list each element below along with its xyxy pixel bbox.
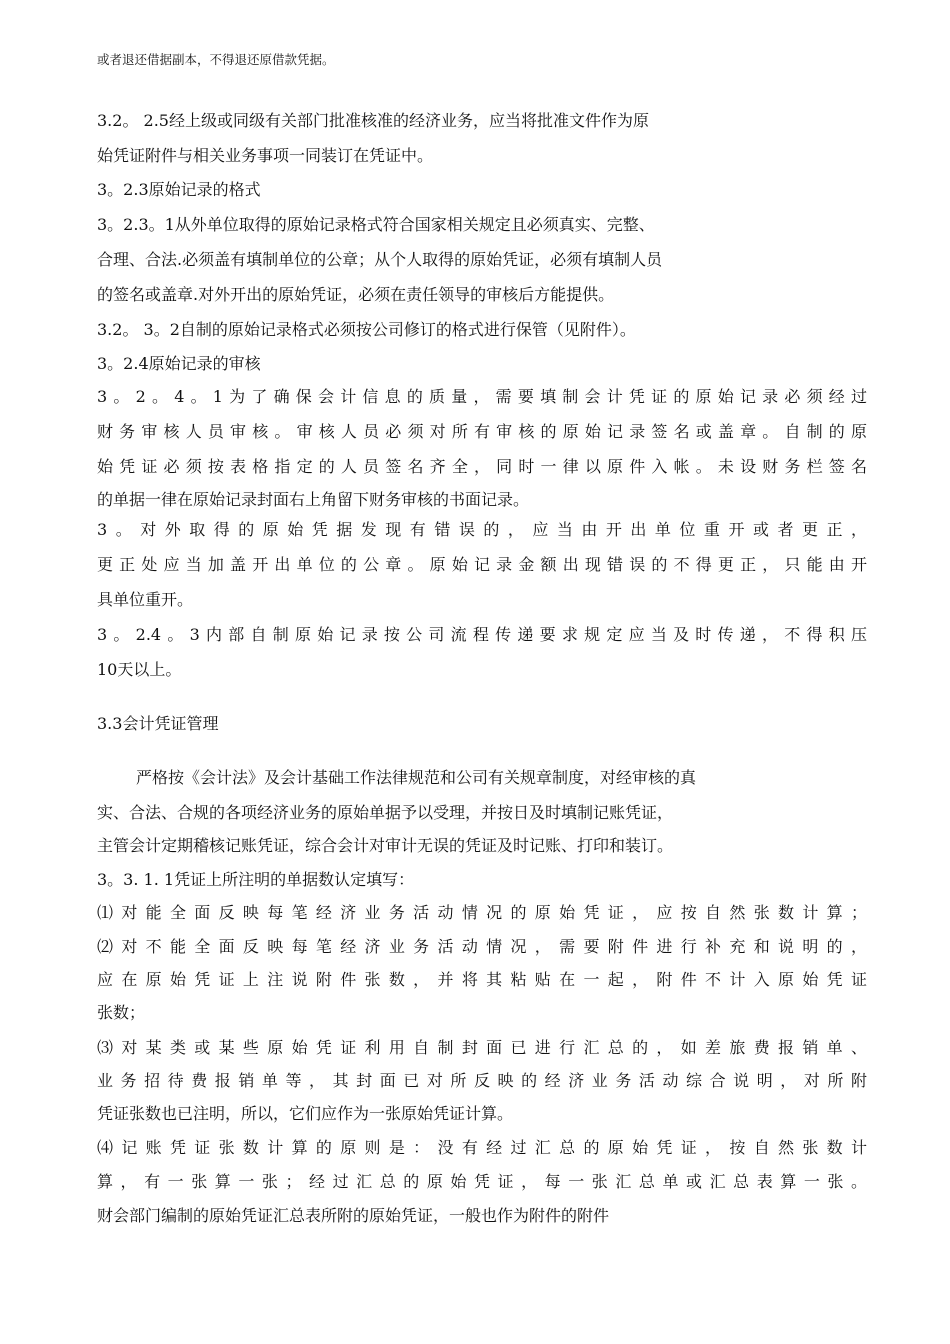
text-line: 的签名或盖章.对外开出的原始凭证，必须在责任领导的审核后方能提供。 xyxy=(97,285,615,304)
text-line: 10天以上。 xyxy=(97,660,182,679)
section-heading: 3。2.3原始记录的格式 xyxy=(97,180,261,199)
text-line: 3。2。4。1为了确保会计信息的质量，需要填制会计凭证的原始记录必须经过 xyxy=(97,387,867,406)
text-line: 合理、合法.必须盖有填制单位的公章；从个人取得的原始凭证，必须有填制人员 xyxy=(97,250,663,269)
text-line: 始凭证附件与相关业务事项一同装订在凭证中。 xyxy=(97,146,434,165)
text-line: 实、合法、合规的各项经济业务的原始单据予以受理，并按日及时填制记账凭证， xyxy=(97,803,674,822)
text-line: 财务审核人员审核。审核人员必须对所有审核的原始记录签名或盖章。自制的原 xyxy=(97,422,867,441)
text-line: 应在原始凭证上注说附件张数，并将其粘贴在一起，附件不计入原始凭证 xyxy=(97,970,867,989)
text-line: 3.2。 2.5经上级或同级有关部门批准核准的经济业务，应当将批准文件作为原 xyxy=(97,111,649,130)
text-line: 具单位重开。 xyxy=(97,590,194,609)
text-line: 业务招待费报销单等，其封面已对所反映的经济业务活动综合说明，对所附 xyxy=(97,1071,867,1090)
text-line: 算，有一张算一张；经过汇总的原始凭证，每一张汇总单或汇总表算一张。 xyxy=(97,1172,867,1191)
text-line: 3。2.3。1从外单位取得的原始记录格式符合国家相关规定且必须真实、完整、 xyxy=(97,215,655,234)
text-line: 更正处应当加盖开出单位的公章。原始记录金额出现错误的不得更正，只能由开 xyxy=(97,555,867,574)
text-line: 始凭证必须按表格指定的人员签名齐全，同时一律以原件入帐。未设财务栏签名 xyxy=(97,457,867,476)
text-line: 财会部门编制的原始凭证汇总表所附的原始凭证，一般也作为附件的附件 xyxy=(97,1206,610,1225)
text-line: ⑴对能全面反映每笔经济业务活动情况的原始凭证，应按自然张数计算； xyxy=(97,903,867,922)
text-line: ⑵对不能全面反映每笔经济业务活动情况，需要附件进行补充和说明的， xyxy=(97,937,867,956)
text-line: 凭证张数也已注明，所以，它们应作为一张原始凭证计算。 xyxy=(97,1104,514,1123)
section-heading: 3.3会计凭证管理 xyxy=(97,714,219,733)
text-line: 或者退还借据副本，不得退还原借款凭据。 xyxy=(97,52,335,67)
text-line: 3。2.4。3内部自制原始记录按公司流程传递要求规定应当及时传递，不得积压 xyxy=(97,625,867,644)
text-line: ⑷记账凭证张数计算的原则是：没有经过汇总的原始凭证，按自然张数计 xyxy=(97,1138,867,1157)
text-line: 3。对外取得的原始凭据发现有错误的，应当由开出单位重开或者更正， xyxy=(97,520,867,539)
text-line: 3。3. 1. 1凭证上所注明的单据数认定填写： xyxy=(97,870,415,889)
text-line: 主管会计定期稽核记账凭证，综合会计对审计无误的凭证及时记账、打印和装订。 xyxy=(97,836,674,855)
text-line: 3.2。 3。2自制的原始记录格式必须按公司修订的格式进行保管（见附件）。 xyxy=(97,320,636,339)
text-line: 严格按《会计法》及会计基础工作法律规范和公司有关规章制度，对经审核的真 xyxy=(136,768,697,787)
section-heading: 3。2.4原始记录的审核 xyxy=(97,354,261,373)
text-line: ⑶对某类或某些原始凭证利用自制封面已进行汇总的，如差旅费报销单、 xyxy=(97,1038,867,1057)
text-line: 的单据一律在原始记录封面右上角留下财务审核的书面记录。 xyxy=(97,490,530,509)
text-line: 张数； xyxy=(97,1003,146,1022)
